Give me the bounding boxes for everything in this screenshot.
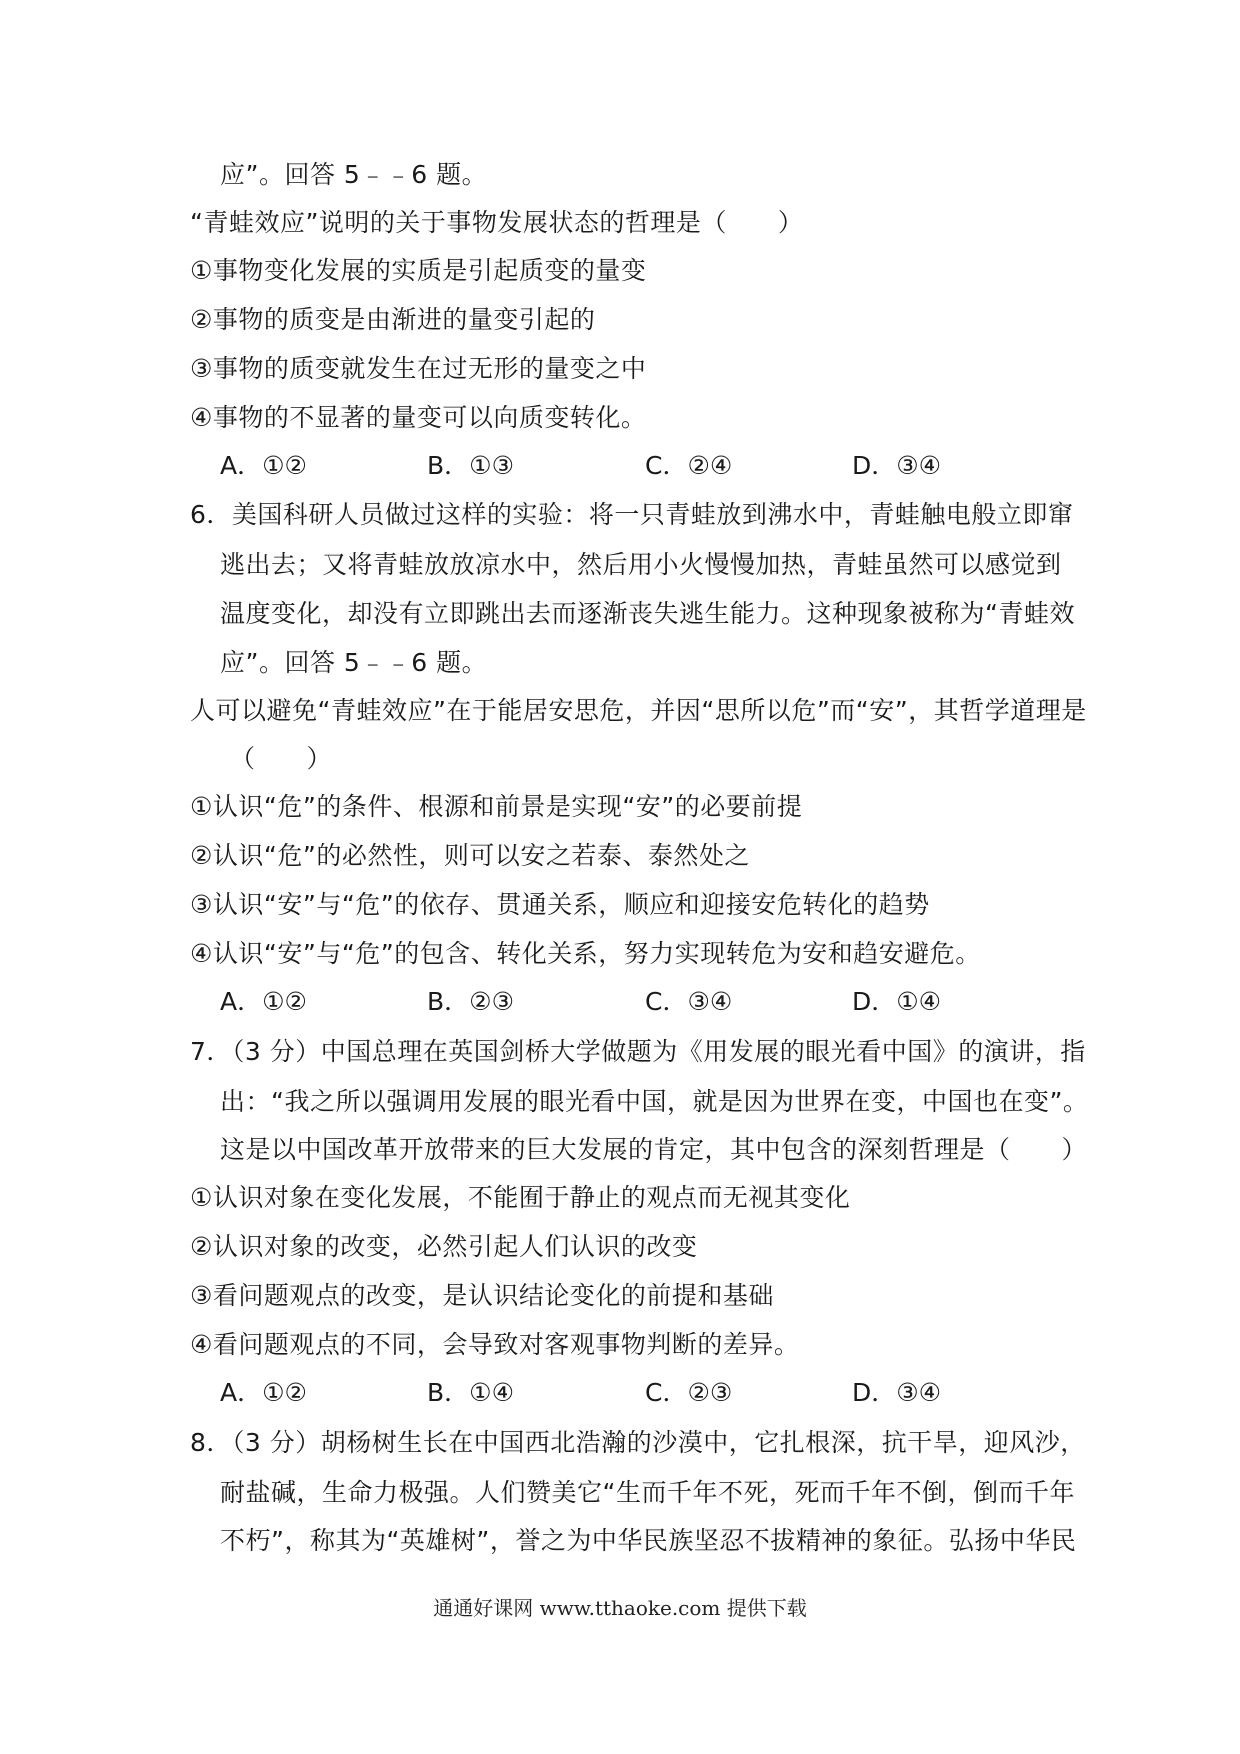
q6-item-1: ①认识“危”的条件、根源和前景是实现“安”的必要前提 xyxy=(190,792,803,821)
q6-item-3: ③认识“安”与“危”的依存、贯通关系，顺应和迎接安危转化的趋势 xyxy=(190,890,930,919)
q6-option-c: C．③④ xyxy=(645,987,733,1016)
q7-item-1: ①认识对象在变化发展，不能囿于静止的观点而无视其变化 xyxy=(190,1183,851,1212)
q7-item-3: ③看问题观点的改变，是认识结论变化的前提和基础 xyxy=(190,1281,774,1310)
q5-option-b: B．①③ xyxy=(427,451,514,480)
q5-item-3: ③事物的质变就发生在过无形的量变之中 xyxy=(190,354,647,383)
q7-line-3: 这是以中国改革开放带来的巨大发展的肯定，其中包含的深刻哲理是（ ） xyxy=(220,1135,1088,1164)
q7-option-a: A．①② xyxy=(220,1378,307,1407)
q6-option-a: A．①② xyxy=(220,987,307,1016)
q7-option-d: D．③④ xyxy=(852,1378,942,1407)
q6-line-1: 6．美国科研人员做过这样的实验：将一只青蛙放到沸水中，青蛙触电般立即窜 xyxy=(190,500,1074,529)
q6-line-2: 逃出去；又将青蛙放放凉水中，然后用小火慢慢加热，青蛙虽然可以感觉到 xyxy=(220,550,1062,579)
q5-item-2: ②事物的质变是由渐进的量变引起的 xyxy=(190,305,596,334)
q5-option-c: C．②④ xyxy=(645,451,733,480)
q6-line-3: 温度变化，却没有立即跳出去而逐渐丧失逃生能力。这种现象被称为“青蛙效 xyxy=(220,599,1075,628)
q8-line-3: 不朽”，称其为“英雄树”，誉之为中华民族坚忍不拔精神的象征。弘扬中华民 xyxy=(220,1526,1077,1555)
q7-option-c: C．②③ xyxy=(645,1378,733,1407)
q6-stem: 人可以避免“青蛙效应”在于能居安思危，并因“思所以危”而“安”，其哲学道理是 xyxy=(190,696,1087,725)
q5-option-d: D．③④ xyxy=(852,451,942,480)
q6-answer-paren: （ ） xyxy=(230,744,333,773)
q7-option-b: B．①④ xyxy=(427,1378,514,1407)
q5-option-a: A．①② xyxy=(220,451,307,480)
q7-line-2: 出：“我之所以强调用发展的眼光看中国，就是因为世界在变，中国也在变”。 xyxy=(220,1087,1089,1116)
q7-item-4: ④看问题观点的不同，会导致对客观事物判断的差异。 xyxy=(190,1330,800,1359)
q6-item-2: ②认识“危”的必然性，则可以安之若泰、泰然处之 xyxy=(190,841,750,870)
q7-item-2: ②认识对象的改变，必然引起人们认识的改变 xyxy=(190,1232,698,1261)
q8-line-2: 耐盐碱，生命力极强。人们赞美它“生而千年不死，死而千年不倒，倒而千年 xyxy=(220,1478,1075,1507)
q5-stem: “青蛙效应”说明的关于事物发展状态的哲理是（ ） xyxy=(190,208,804,237)
q7-line-1: 7．（3 分）中国总理在英国剑桥大学做题为《用发展的眼光看中国》的演讲，指 xyxy=(190,1037,1086,1066)
q6-line-4: 应”。回答 5﹣﹣6 题。 xyxy=(220,648,488,677)
q8-line-1: 8．（3 分）胡杨树生长在中国西北浩瀚的沙漠中，它扎根深，抗干旱，迎风沙， xyxy=(190,1428,1086,1457)
q5-lead-line: 应”。回答 5﹣﹣6 题。 xyxy=(220,160,488,189)
q5-item-1: ①事物变化发展的实质是引起质变的量变 xyxy=(190,256,647,285)
q6-option-d: D．①④ xyxy=(852,987,942,1016)
q6-option-b: B．②③ xyxy=(427,987,514,1016)
q5-item-4: ④事物的不显著的量变可以向质变转化。 xyxy=(190,403,647,432)
page-footer: 通通好课网 www.tthaoke.com 提供下载 xyxy=(433,1596,807,1620)
q6-item-4: ④认识“安”与“危”的包含、转化关系，努力实现转危为安和趋安避危。 xyxy=(190,939,981,968)
